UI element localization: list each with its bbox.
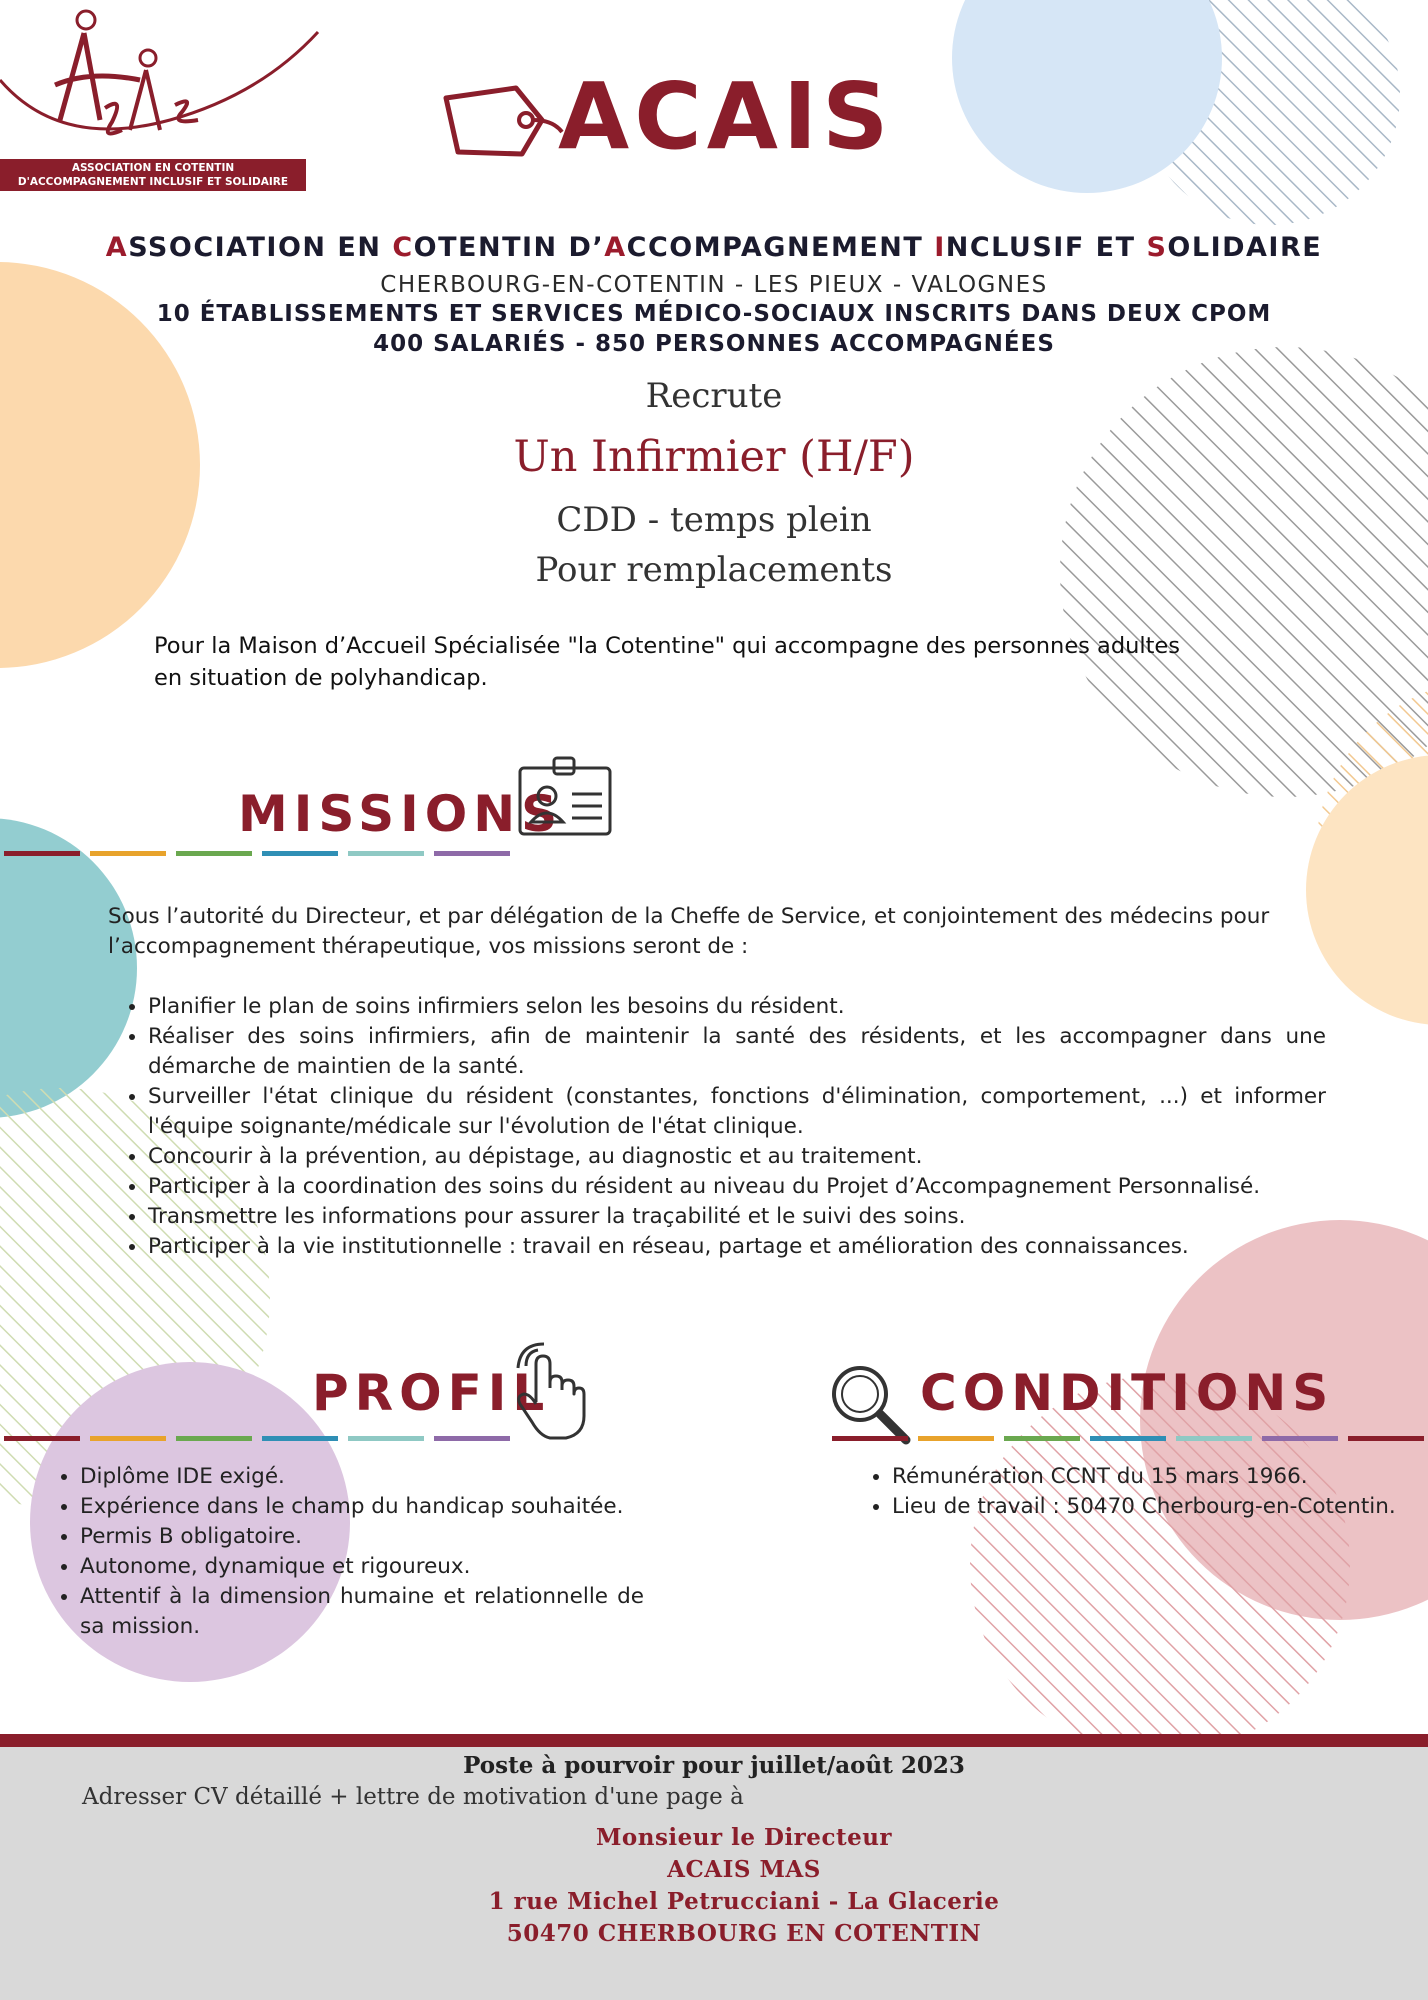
missions-divider (4, 851, 514, 857)
assoc-part: OTENTIN D’ (413, 232, 605, 263)
establishments: 10 ÉTABLISSEMENTS ET SERVICES MÉDICO-SOCIAUX INSCRITS DANS DEUX CPOM (156, 301, 1272, 327)
conditions-title: CONDITIONS (920, 1364, 1335, 1422)
tag-icon (438, 80, 566, 170)
address-street: 1 rue Michel Petrucciani - La Glacerie (488, 1888, 1000, 1915)
association-name (0, 232, 1428, 263)
assoc-part: NCLUSIF ET (945, 232, 1147, 263)
id-badge-icon (516, 752, 616, 842)
logo-subtitle (0, 159, 306, 191)
assoc-initial-s: S (1146, 232, 1168, 263)
missions-intro-line-1: Sous l’autorité du Directeur, et par délégation de la Cheffe de Service, et conjointement des médecins pour (108, 904, 1270, 929)
logo-subtitle-line2: D'ACCOMPAGNEMENT INCLUSIF ET SOLIDAIRE (17, 176, 289, 188)
profil-list (40, 1462, 644, 1642)
assoc-initial-a: A (105, 232, 129, 263)
address-city: 50470 CHERBOURG EN COTENTIN (506, 1920, 982, 1947)
list-item: • Transmettre les informations pour assurer la traçabilité et le suivi des soins. (148, 1202, 1326, 1232)
assoc-part: CCOMPAGNEMENT (626, 232, 935, 263)
missions-title: MISSIONS (238, 785, 564, 843)
intro-line-1: Pour la Maison d’Accueil Spécialisée "la Cotentine" qui accompagne des personnes adultes (154, 633, 1181, 659)
list-item: • Permis B obligatoire. (80, 1522, 644, 1552)
logo-subtitle-line1: ASSOCIATION EN COTENTIN (71, 162, 235, 174)
list-item: • Planifier le plan de soins infirmiers selon les besoins du résident. (148, 992, 1326, 1022)
conditions-list (852, 1462, 1428, 1522)
missions-intro (108, 902, 1328, 962)
list-item: • Autonome, dynamique et rigoureux. (80, 1552, 644, 1582)
assoc-part: OLIDAIRE (1167, 232, 1323, 263)
assoc-initial-c: C (392, 232, 414, 263)
send-instructions: Adresser CV détaillé + lettre de motivation d'une page à (82, 1784, 744, 1810)
staff-figures: 400 SALARIÉS - 850 PERSONNES ACCOMPAGNÉES (373, 331, 1055, 357)
list-item: • Participer à la vie institutionnelle : travail en réseau, partage et amélioration des connaissances. (148, 1232, 1326, 1262)
assoc-part: SSOCIATION EN (128, 232, 393, 263)
job-title: Un Infirmier (H/F) (513, 432, 915, 482)
contract-type: CDD - temps plein (556, 500, 872, 540)
assoc-initial-i: I (934, 232, 946, 263)
contract-purpose: Pour remplacements (535, 550, 893, 590)
logo (0, 0, 320, 195)
address-recipient: Monsieur le Directeur (595, 1824, 893, 1851)
conditions-divider (832, 1436, 1428, 1442)
missions-list (108, 992, 1326, 1262)
poste-date: Poste à pourvoir pour juillet/août 2023 (463, 1752, 965, 1779)
address-organisation: ACAIS MAS (667, 1856, 821, 1883)
cities: CHERBOURG-EN-COTENTIN - LES PIEUX - VALOGNES (380, 272, 1048, 298)
list-item: • Expérience dans le champ du handicap souhaitée. (80, 1492, 644, 1522)
missions-intro-line-2: l’accompagnement thérapeutique, vos missions seront de : (108, 934, 749, 959)
recrute-label: Recrute (645, 376, 783, 416)
list-item: • Lieu de travail : 50470 Cherbourg-en-Cotentin. (892, 1492, 1428, 1522)
profil-divider (4, 1436, 514, 1442)
magnifier-icon (828, 1362, 912, 1446)
profil-title: PROFIL (312, 1364, 551, 1422)
list-item: • Participer à la coordination des soins du résident au niveau du Projet d’Accompagnement Personnalisé. (148, 1172, 1326, 1202)
brand-name: ACAIS (558, 63, 894, 170)
pointing-hand-icon (516, 1342, 586, 1442)
intro-line-2: en situation de polyhandicap. (154, 665, 488, 691)
logo-figures-graphic (0, 0, 320, 160)
brand-title-group (438, 62, 894, 172)
list-item: • Réaliser des soins infirmiers, afin de maintenir la santé des résidents, et les accompagner dans une démarche de maintien de la santé. (148, 1022, 1326, 1082)
intro-text (154, 630, 1264, 694)
list-item: • Surveiller l'état clinique du résident (constantes, fonctions d'élimination, comportement, ...) et informer l'équipe soignante/médicale sur l'évolution de l'état clinique. (148, 1082, 1326, 1142)
assoc-initial-a2: A (604, 232, 627, 263)
list-item: • Concourir à la prévention, au dépistage, au diagnostic et au traitement. (148, 1142, 1326, 1172)
list-item: • Rémunération CCNT du 15 mars 1966. (892, 1462, 1428, 1492)
list-item: • Attentif à la dimension humaine et relationnelle de sa mission. (80, 1582, 644, 1642)
list-item: • Diplôme IDE exigé. (80, 1462, 644, 1492)
footer-accent-bar (0, 1734, 1428, 1747)
